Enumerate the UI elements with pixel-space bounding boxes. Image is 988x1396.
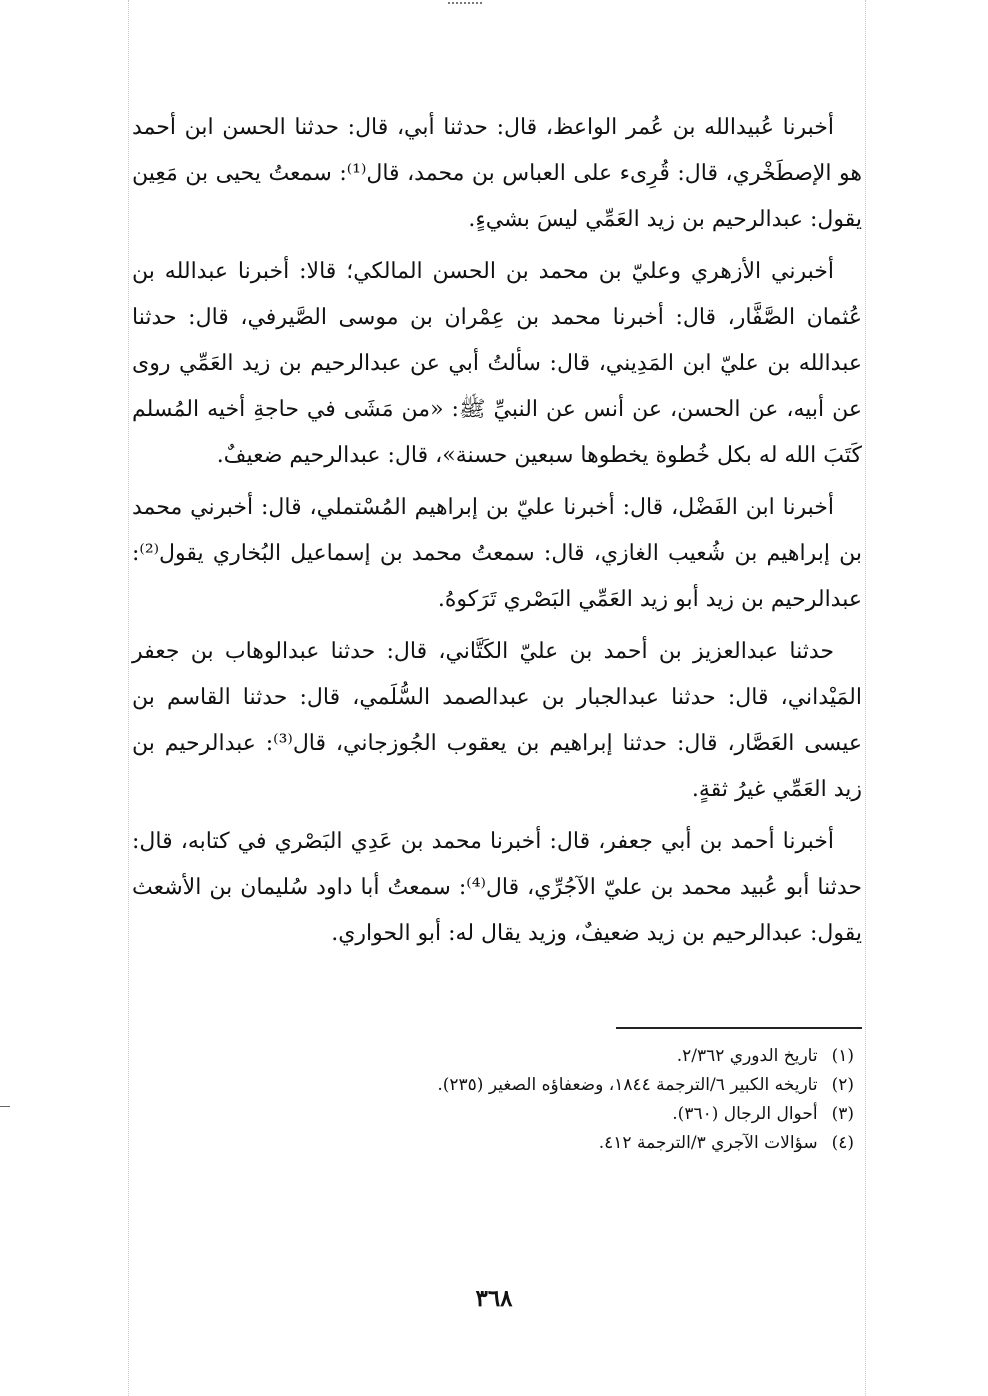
paragraph-5: أخبرنا أحمد بن أبي جعفر، قال: أخبرنا محمد بن عَدِي البَصْري في كتابه، قال: حدثنا أبو عُبيد محمد بن عليّ الآجُرِّي، قال⁽⁴⁾: سمعتُ أبا داود سُليمان بن الأشعث يقول: عبدالرحيم بن زيد ضعيفٌ، وزيد يقال له: أبو الحواري. <box>132 829 863 946</box>
footnote-text: أحوال الرجال (٣٦٠). <box>672 1104 818 1124</box>
footnote-number: (٢) <box>831 1075 854 1095</box>
main-text <box>132 105 862 963</box>
paragraph-4: حدثنا عبدالعزيز بن أحمد بن عليّ الكَتَّاني، قال: حدثنا عبدالوهاب بن جعفر المَيْداني، قال: حدثنا عبدالجبار بن عبدالصمد السُّلَمي، قال: حدثنا القاسم بن عيسى العَصَّار، قال: حدثنا إبراهيم بن يعقوب الجُوزجاني، قال⁽³⁾: عبدالرحيم بن زيد العَمِّي غيرُ ثقةٍ. <box>132 639 862 802</box>
page-number: ٣٦٨ <box>475 1285 513 1312</box>
top-scan-mark <box>448 2 482 7</box>
footnote-3 <box>132 1100 854 1129</box>
footnotes <box>132 1042 854 1158</box>
footnote-separator <box>616 1027 862 1029</box>
scan-tick-mark <box>0 1106 10 1107</box>
paragraph-1: أخبرنا عُبيدالله بن عُمر الواعظ، قال: حدثنا أبي، قال: حدثنا الحسن ابن أحمد هو الإصطَخْري، قال: قُرِىء على العباس بن محمد، قال⁽¹⁾: سمعتُ يحيى بن مَعِين يقول: عبدالرحيم بن زيد العَمِّي ليسَ بشيءٍ. <box>132 115 863 232</box>
paragraph-3: أخبرنا ابن الفَضْل، قال: أخبرنا عليّ بن إبراهيم المُسْتملي، قال: أخبرني محمد بن إبراهيم بن شُعيب الغازي، قال: سمعتُ محمد بن إسماعيل البُخاري يقول⁽²⁾: عبدالرحيم بن زيد أبو زيد العَمِّي البَصْري تَرَكوهُ. <box>132 495 862 612</box>
footnote-number: (٣) <box>831 1104 854 1124</box>
footnote-number: (١) <box>831 1046 854 1066</box>
left-margin-guide <box>128 0 129 1396</box>
footnote-1 <box>132 1042 854 1071</box>
footnote-text: تاريخ الدوري ٢/٣٦٢. <box>676 1046 818 1066</box>
footnote-text: تاريخه الكبير ٦/الترجمة ١٨٤٤، وضعفاؤه الصغير (٢٣٥). <box>437 1075 818 1095</box>
right-margin-guide <box>865 0 866 1396</box>
footnote-text: سؤالات الآجري ٣/الترجمة ٤١٢. <box>598 1133 818 1153</box>
footnote-2 <box>132 1071 854 1100</box>
paragraph-2: أخبرني الأزهري وعليّ بن محمد بن الحسن المالكي؛ قالا: أخبرنا عبدالله بن عُثمان الصَّفَّار، قال: أخبرنا محمد بن عِمْران بن موسى الصَّيرفي، قال: حدثنا عبدالله بن عليّ ابن المَدِيني، قال: سألتُ أبي عن عبدالرحيم بن زيد العَمِّي روى عن أبيه، عن الحسن، عن أنس عن النبيِّ ﷺ: «من مَشَى في حاجةِ أخيه المُسلم كَتَبَ الله له بكل خُطوة يخطوها سبعين حسنة»، قال: عبدالرحيم ضعيفٌ. <box>132 259 862 468</box>
footnote-4 <box>132 1129 854 1158</box>
footnote-number: (٤) <box>831 1133 854 1153</box>
